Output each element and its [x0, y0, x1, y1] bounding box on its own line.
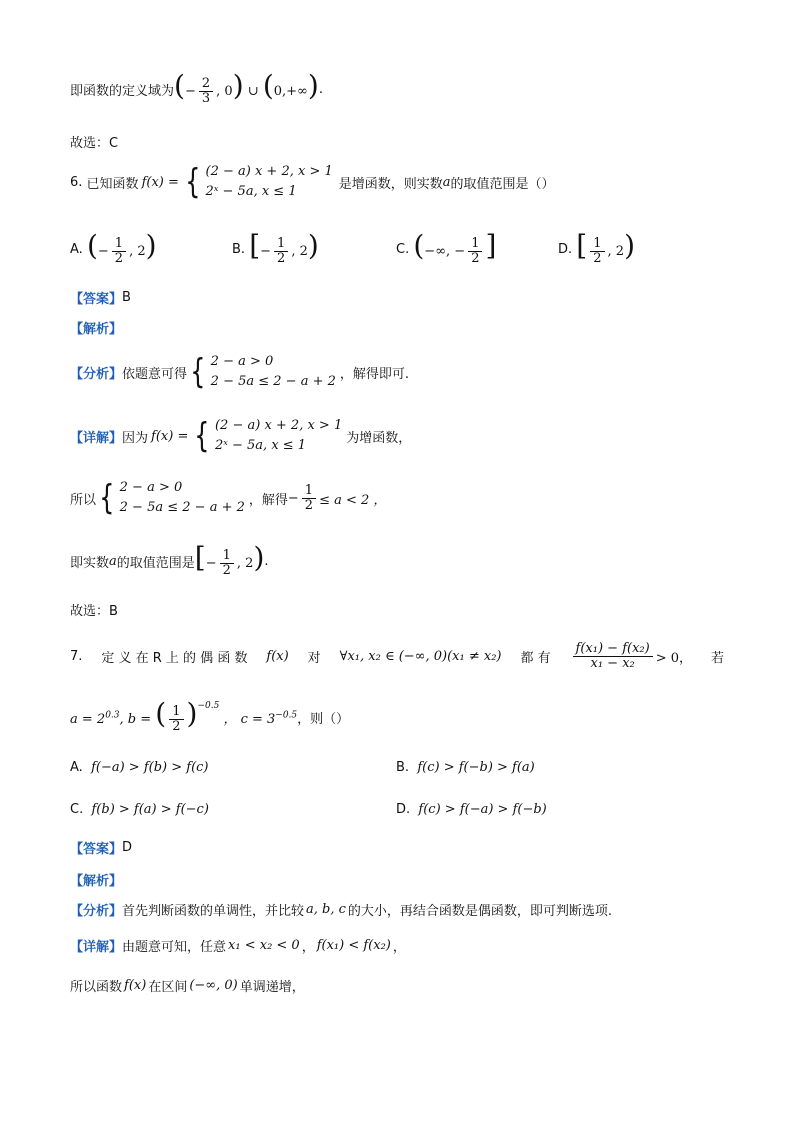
condition: x₁ < x₂ < 0: [228, 938, 300, 953]
q7-defs: $a = 2^{0.3}$, b = ( $\frac{1}{2}$ )$^{-0.5}$ ， $c = 3^{-0.5}$ ，则（）: [70, 697, 350, 734]
function-name: f(x) =: [141, 174, 179, 190]
bracket: [: [576, 229, 588, 262]
function-name: f(x): [124, 978, 147, 993]
c-def: ， c = 3: [223, 712, 276, 727]
bracket: ): [307, 229, 319, 262]
frac-den: 2: [471, 251, 480, 266]
function-name: f(x): [266, 649, 289, 664]
fenxi-tag: 【分析】: [70, 904, 123, 919]
question-number: 6.: [70, 174, 83, 190]
text: 即实数: [70, 555, 110, 571]
text: 的取值范围是（）: [450, 176, 555, 192]
q6-guxuan: [70, 600, 118, 619]
text: 的大小，再结合函数是偶函数，即可判断选项.: [347, 904, 613, 919]
piecewise-system: [215, 416, 342, 456]
option-label: A.: [70, 241, 83, 257]
q7-option-c: [70, 802, 209, 817]
frac-num: 2: [199, 77, 213, 92]
xiangjie-tag: 【详解】: [70, 430, 123, 446]
text: ，: [301, 940, 315, 955]
text: 对: [307, 651, 321, 666]
option-label: C.: [396, 241, 410, 257]
frac-num: 1: [590, 237, 604, 252]
text: 都 有: [520, 651, 551, 666]
answer-value: B: [122, 290, 131, 305]
sign: −: [260, 244, 272, 259]
question-number: 7.: [70, 649, 83, 664]
q7-jiexi: [70, 870, 122, 889]
option-d: [558, 229, 635, 266]
question-6: 6. 已知函数 f(x) = { (2 − a) x + 2, x > 1 2ˣ − 5a, x ≤ 1 是增函数，则实数 a 的取值范围是（）: [70, 162, 555, 202]
option-c: [396, 229, 497, 266]
frac-num: f(x₁) − f(x₂): [573, 642, 653, 657]
variable: a: [442, 174, 451, 190]
text: 已知函数: [86, 176, 139, 192]
condition-1: 2 − a > 0: [119, 480, 183, 495]
question-7: [70, 642, 724, 671]
text: ，: [392, 940, 406, 955]
solve-system: [120, 478, 245, 518]
q7-fenxi: [70, 900, 612, 919]
text: ，解得即可.: [339, 366, 410, 382]
text: 为增函数，: [346, 430, 412, 446]
case-2: 2ˣ − 5a, x ≤ 1: [205, 184, 297, 199]
text: 在区间: [148, 980, 188, 995]
a-def: a = 2: [70, 712, 106, 727]
text: 因为: [122, 430, 149, 446]
answer-tag: 【答案】: [70, 292, 123, 307]
q6-suoyi: 所以 { 2 − a > 0 2 − 5a ≤ 2 − a + 2 ，解得 − $\frac{1}{2}$ ≤ a < 2 ，: [70, 478, 387, 518]
frac-num: 1: [468, 237, 482, 252]
text: 首先判断函数的单调性，并比较: [122, 904, 305, 919]
union-symbol: ∪: [247, 84, 259, 99]
b-exp: −0.5: [197, 700, 220, 711]
condition-2: 2 − 5a ≤ 2 − a + 2: [119, 500, 245, 515]
option-label: A.: [70, 760, 83, 775]
sign: −: [97, 244, 109, 259]
case-1: (2 − a) x + 2, x > 1: [214, 418, 343, 433]
q6-fenxi: 【分析】 依题意可得 { 2 − a > 0 2 − 5a ≤ 2 − a + 2 ，解得即可.: [70, 352, 410, 392]
bracket: ): [624, 229, 635, 262]
option-label: B.: [232, 241, 246, 257]
text: 若: [710, 651, 724, 666]
option-label: C.: [70, 802, 84, 817]
tail: , 2: [291, 244, 308, 259]
answer-value: D: [122, 840, 133, 855]
frac-den: x₁ − x₂: [590, 656, 635, 671]
fenxi-system: [211, 352, 336, 392]
q6-xiangjie: 【详解】 因为 f(x) = { (2 − a) x + 2, x > 1 2ˣ − 5a, x ≤ 1 为增函数，: [70, 416, 412, 456]
text: 故选：C: [70, 136, 119, 151]
function-name: f(x) =: [151, 428, 189, 444]
text: 由题意可知，任意: [122, 940, 227, 955]
frac-num: 1: [112, 237, 126, 252]
inequality: f(x₁) < f(x₂): [316, 938, 391, 953]
q7-option-d: [396, 802, 547, 817]
frac-den: 2: [593, 251, 602, 266]
answer-tag: 【答案】: [70, 842, 123, 857]
q7-xiangjie: [70, 936, 406, 955]
text: 所以: [70, 492, 97, 508]
variable: a: [109, 553, 117, 569]
q7-last: [70, 976, 305, 995]
q6-answer: [70, 288, 131, 307]
option-expr: f(c) > f(−a) > f(−b): [418, 802, 547, 817]
frac-den: 3: [201, 91, 211, 106]
option-expr: f(c) > f(−b) > f(a): [417, 760, 535, 775]
text: 的取值范围是: [116, 555, 195, 571]
vars: a, b, c: [306, 902, 346, 917]
gt: > 0，: [655, 651, 692, 666]
q6-conclusion: 即实数 a 的取值范围是 [− $\frac{1}{2}$ , 2) .: [70, 541, 269, 578]
bracket: (: [86, 229, 98, 262]
option-expr: f(b) > f(a) > f(−c): [91, 802, 209, 817]
fenxi-tag: 【分析】: [70, 366, 123, 382]
option-expr: f(−a) > f(b) > f(c): [91, 760, 209, 775]
answer-line-prev: [70, 132, 118, 151]
condition-2: 2 − 5a ≤ 2 − a + 2: [210, 374, 336, 389]
interval: (−∞, 0): [189, 978, 238, 993]
bracket: [: [249, 229, 261, 262]
case-2: 2ˣ − 5a, x ≤ 1: [214, 438, 307, 453]
domain-conclusion-line: [70, 69, 323, 106]
option-label: D.: [558, 241, 573, 257]
bracket: (: [413, 229, 425, 262]
sign: −∞, −: [424, 244, 466, 259]
range: ≤ a < 2 ，: [319, 492, 387, 508]
analysis-tag: 【解析】: [70, 874, 123, 889]
text: 定 义 在 R 上 的 偶 函 数: [101, 651, 248, 666]
option-a: [70, 229, 157, 266]
text: ，解得: [248, 492, 288, 508]
frac-den: 2: [114, 251, 124, 266]
tail: , 2: [607, 244, 625, 259]
a-exp: 0.3: [105, 710, 120, 721]
period: .: [318, 81, 323, 97]
tail: , 2: [129, 244, 146, 259]
q7-option-b: [396, 760, 535, 775]
bracket: ): [145, 229, 157, 262]
q7-answer: [70, 838, 132, 857]
q6-jiexi: [70, 318, 122, 337]
analysis-tag: 【解析】: [70, 322, 123, 337]
expr-tail: , 0: [216, 84, 233, 99]
c-exp: −0.5: [275, 710, 298, 721]
option-b: [232, 229, 319, 266]
frac-num: 1: [274, 237, 288, 252]
text: 依题意可得: [122, 366, 188, 382]
piecewise-system: [206, 162, 333, 202]
text: 单调递增，: [239, 980, 305, 995]
text: 所以函数: [70, 980, 123, 995]
interval-2: 0,+∞: [273, 84, 308, 99]
text: ，则（）: [297, 711, 350, 727]
bracket: ]: [485, 229, 497, 262]
q7-option-a: [70, 760, 209, 775]
text: 故选：B: [70, 604, 118, 619]
option-label: D.: [396, 802, 411, 817]
text: 是增函数，则实数: [338, 176, 443, 192]
condition-1: 2 − a > 0: [210, 354, 274, 369]
case-1: (2 − a) x + 2, x > 1: [205, 164, 333, 179]
option-label: B.: [396, 760, 410, 775]
interval-expression: (− $\frac{2}{3}$ , 0) ∪ (0,+∞): [174, 69, 319, 106]
xiangjie-tag: 【详解】: [70, 940, 123, 955]
condition: ∀x₁, x₂ ∈ (−∞, 0)(x₁ ≠ x₂): [339, 649, 502, 664]
frac-den: 2: [277, 251, 286, 266]
b-def: , b =: [119, 712, 152, 727]
text: 即函数的定义域为: [70, 83, 175, 99]
